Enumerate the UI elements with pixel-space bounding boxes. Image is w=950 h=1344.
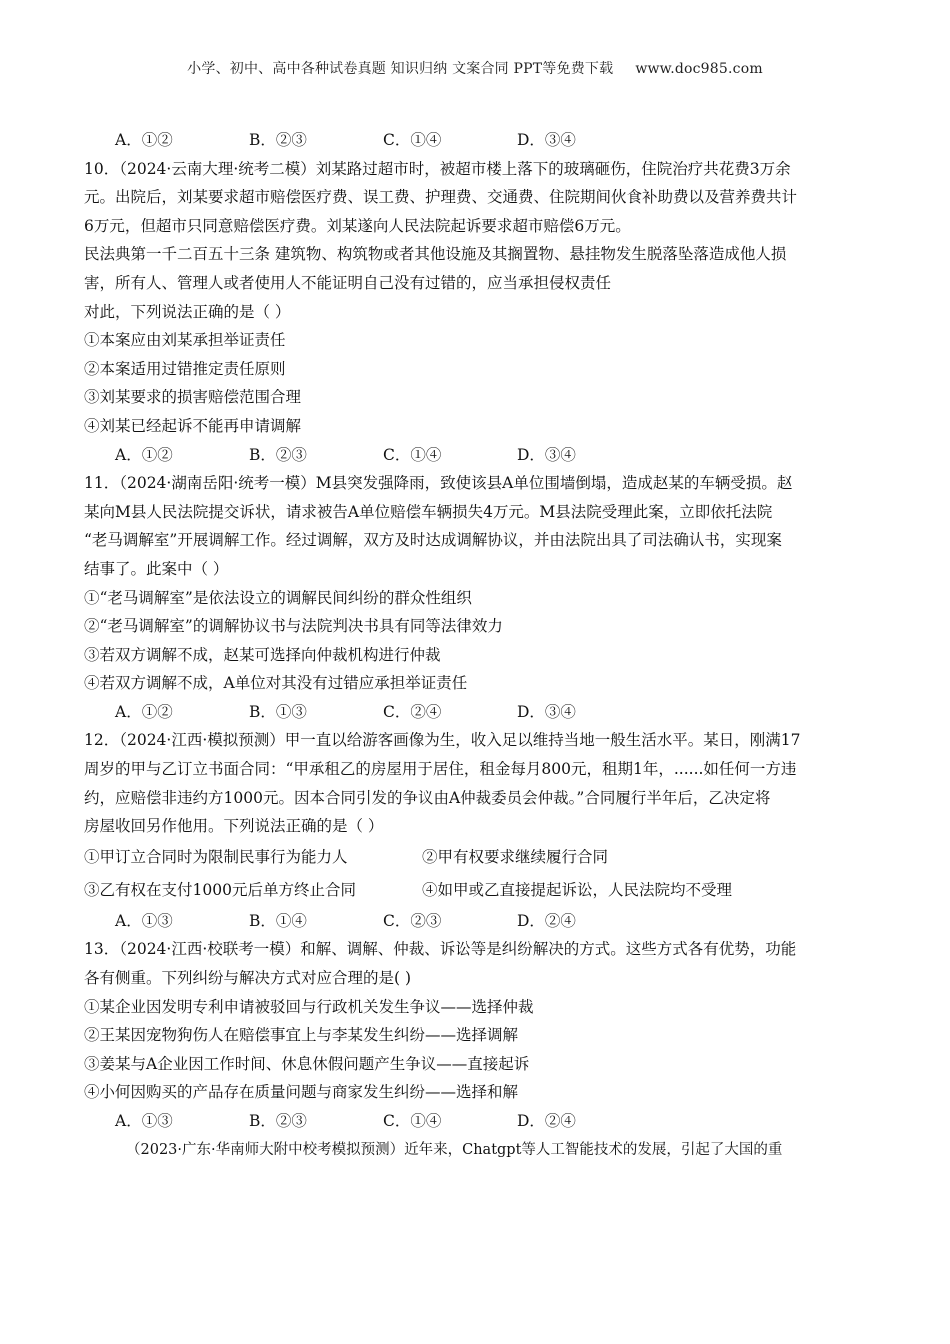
header-site-link[interactable]: www.doc985.com	[635, 61, 763, 77]
option: A．①③	[115, 1112, 173, 1130]
q9-options	[84, 126, 874, 155]
q11-stem-line: 某向M县人民法院提交诉状，请求被告A单位赔偿车辆损失4万元。M县法院受理此案，立即依托法院	[84, 502, 773, 521]
option: D．③④	[517, 702, 576, 721]
question-10	[84, 155, 874, 470]
q12-statement-row	[84, 874, 874, 907]
option: B．②③	[249, 131, 307, 149]
q10-statement: ②本案适用过错推定责任原则	[84, 359, 286, 378]
q12-statement: ③乙有权在支付1000元后单方终止合同	[84, 880, 356, 899]
q11-options	[84, 698, 874, 727]
q10-stem-line: 10．（2024·云南大理·统考二模）刘某路过超市时，被超市楼上落下的玻璃砸伤，住院治疗共花费3万余	[84, 159, 791, 178]
option: B．②③	[249, 445, 307, 464]
option: B．②③	[249, 1112, 307, 1130]
q12-stem-line: 周岁的甲与乙订立书面合同：“甲承租乙的房屋用于居住，租金每月800元，租期1年，......如任何一方违	[84, 760, 797, 779]
option: B．①④	[249, 911, 307, 930]
question-11	[84, 469, 874, 726]
option: A．①③	[115, 911, 173, 930]
q12-stem-line: 房屋收回另作他用。下列说法正确的是（ ）	[84, 817, 384, 836]
q12-options	[84, 907, 874, 936]
option: A．①②	[115, 702, 173, 721]
q11-statement: ④若双方调解不成，A单位对其没有过错应承担举证责任	[84, 674, 468, 693]
q10-stem-line: 民法典第一千二百五十三条 建筑物、构筑物或者其他设施及其搁置物、悬挂物发生脱落坠落造成他人损	[84, 245, 787, 264]
q11-stem-line: 11．（2024·湖南岳阳·统考一模）M县突发强降雨，致使该县A单位围墙倒塌，造成赵某的车辆受损。赵	[84, 474, 793, 493]
q12-stem-line: 12．（2024·江西·模拟预测）甲一直以给游客画像为生，收入足以维持当地一般生活水平。某日，刚满17	[84, 731, 801, 750]
option: A．①②	[115, 445, 173, 464]
option: D．③④	[517, 131, 576, 149]
q10-options	[84, 441, 874, 470]
q10-stem-line: 对此，下列说法正确的是（ ）	[84, 302, 291, 321]
question-13	[84, 935, 874, 1135]
q12-statement: ①甲订立合同时为限制民事行为能力人	[84, 847, 348, 866]
q13-statement: ②王某因宠物狗伤人在赔偿事宜上与李某发生纠纷——选择调解	[84, 1026, 519, 1045]
q10-statement: ④刘某已经起诉不能再申请调解	[84, 416, 302, 435]
option: C．①④	[383, 131, 442, 149]
option: D．③④	[517, 445, 576, 464]
option: A．①②	[115, 131, 173, 149]
q13-statement: ①某企业因发明专利申请被驳回与行政机关发生争议——选择仲裁	[84, 997, 534, 1016]
q13-options	[84, 1107, 874, 1136]
q13-stem-line: 13．（2024·江西·校联考一模）和解、调解、仲裁、诉讼等是纠纷解决的方式。这些方式各有优势，功能	[84, 940, 797, 959]
q13-statement: ③姜某与A企业因工作时间、休息休假问题产生争议——直接起诉	[84, 1054, 530, 1073]
q11-stem-line: 结事了。此案中（ ）	[84, 559, 229, 578]
q13-stem-line: 各有侧重。下列纠纷与解决方式对应合理的是( )	[84, 969, 412, 988]
q11-stem-line: “老马调解室”开展调解工作。经过调解，双方及时达成调解协议，并由法院出具了司法确认书，实现案	[84, 531, 782, 550]
option: C．②④	[383, 702, 442, 721]
next-question-intro: （2023·广东·华南师大附中校考模拟预测）近年来，Chatgpt等人工智能技术的发展，引起了大国的重	[126, 1141, 783, 1158]
q12-stem-line: 约，应赔偿非违约方1000元。因本合同引发的争议由A仲裁委员会仲裁。”合同履行半年后，乙决定将	[84, 788, 771, 807]
page-header	[0, 58, 950, 78]
option: D．②④	[517, 1112, 576, 1130]
option: B．①③	[249, 702, 307, 721]
q10-stem-line: 6万元，但超市只同意赔偿医疗费。刘某遂向人民法院起诉要求超市赔偿6万元。	[84, 216, 631, 235]
q12-statement: ②甲有权要求继续履行合同	[422, 847, 609, 866]
header-title: 小学、初中、高中各种试卷真题 知识归纳 文案合同 PPT等免费下载	[187, 61, 614, 77]
question-12	[84, 726, 874, 935]
q11-statement: ①“老马调解室”是依法设立的调解民间纠纷的群众性组织	[84, 588, 472, 607]
q10-statement: ③刘某要求的损害赔偿范围合理	[84, 388, 302, 407]
q10-statement: ①本案应由刘某承担举证责任	[84, 331, 286, 350]
q11-statement: ②“老马调解室”的调解协议书与法院判决书具有同等法律效力	[84, 617, 503, 636]
document-body	[84, 126, 874, 1164]
option: C．②③	[383, 911, 442, 930]
q10-stem-line: 元。出院后，刘某要求超市赔偿医疗费、误工费、护理费、交通费、住院期间伙食补助费以及营养费共计	[84, 188, 798, 207]
q11-statement: ③若双方调解不成，赵某可选择向仲裁机构进行仲裁	[84, 645, 441, 664]
option: C．①④	[383, 445, 442, 464]
q13-statement: ④小何因购买的产品存在质量问题与商家发生纠纷——选择和解	[84, 1083, 519, 1102]
option: C．①④	[383, 1112, 442, 1130]
q12-statement-row	[84, 841, 874, 874]
q10-stem-line: 害，所有人、管理人或者使用人不能证明自己没有过错的，应当承担侵权责任	[84, 273, 612, 292]
q12-statement: ④如甲或乙直接提起诉讼，人民法院均不受理	[422, 880, 733, 899]
option: D．②④	[517, 911, 576, 930]
